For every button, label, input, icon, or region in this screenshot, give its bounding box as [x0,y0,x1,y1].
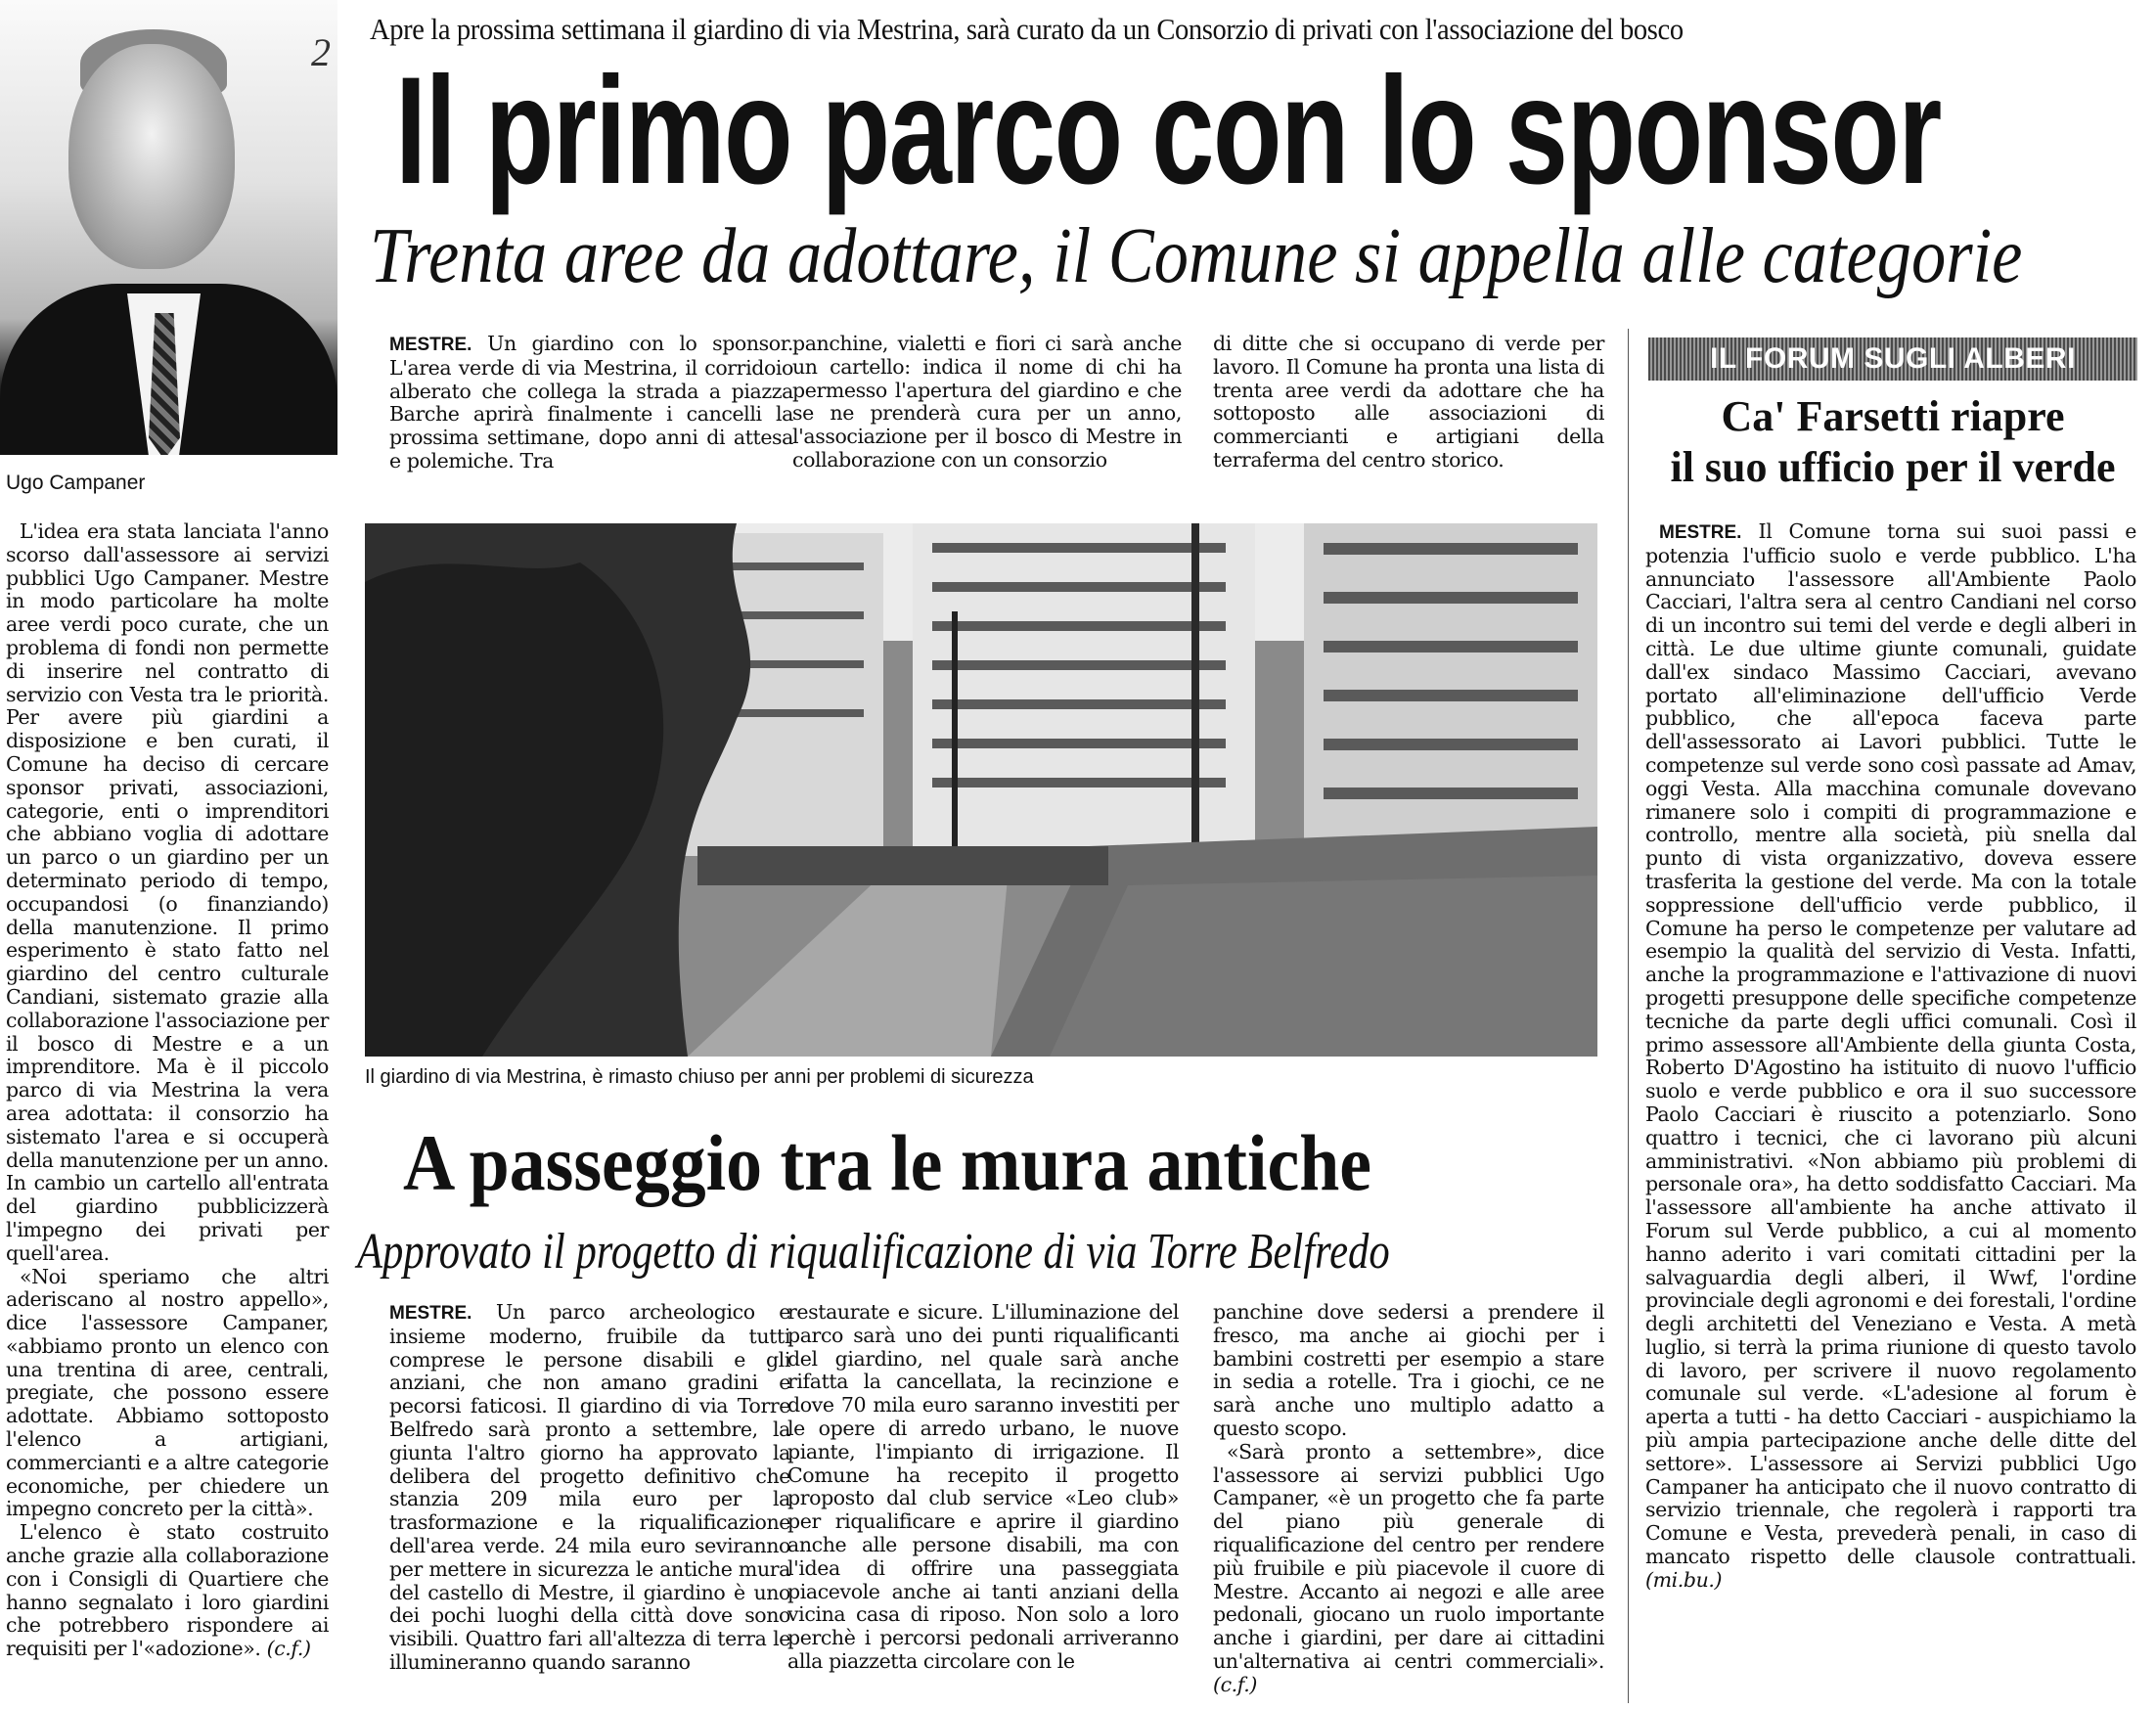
sidebar-sign: (mi.bu.) [1645,1567,1723,1592]
article2-column-3-sign: (c.f.) [1213,1672,1257,1696]
article2-column-3 [1213,1301,1604,1697]
forum-section-label [1648,338,2137,381]
portrait-caption: Ugo Campaner [6,472,146,494]
sidebar-lead-city: MESTRE. [1659,522,1742,543]
garden-photo-caption: Il giardino di via Mestrina, è rimasto chiuso per anni per problemi di sicurezza [365,1066,1034,1088]
kicker: Apre la prossima settimana il giardino di via Mestrina, sarà curato da un Consorzio di privati con l'associazione del bosco [370,12,1684,46]
sidebar-headline-line2: il suo ufficio per il verde [1670,443,2116,491]
sidebar-body [1645,520,2136,1593]
article2-lead-city: MESTRE. [389,1303,472,1324]
top-column-1-text: Un giardino con lo sponsor. L'area verde di via Mestrina, il corridoio alberato che collega la strada a piazza Barche aprirà finalmente i cancelli la prossima settimane, dopo anni di attesa e polemiche. Tra [389,332,793,472]
portrait-photo [0,0,337,455]
top-column-2 [792,333,1182,472]
article2-column-3-p2: «Sarà pronto a settembre», dice l'assessore ai servizi pubblici Ugo Campaner, «è un progetto che fa parte del piano più generale di riqualificazione del centro per rendere più fruibile e più piacevole il cuore di Mestre. Accanto ai negozi e alle aree pedonali, giocano un ruolo importante anche i giardini, per dare ai cittadini un'alternativa ai centri commerciali». [1213,1439,1604,1673]
garden-photo [365,523,1597,1057]
top-column-3-text: di ditte che si occupano di verde per lavoro. Il Comune ha pronta una lista di trenta aree verdi da adottare che ha sottoposto alle associazioni di commercianti e artigiani della terraferma del centro storico. [1213,332,1604,472]
page-mark: 2 [311,30,331,74]
article2-column-2 [787,1301,1179,1674]
article2-column-3-p1: panchine dove sedersi a prendere il fresco, ma anche ai giochi per i bambini costretti per esempio a stare in sedia a rotelle. Tra i giochi, ce ne sarà anche uno multiplo adatto a questo scopo. [1213,1300,1604,1440]
left-column-p2: «Noi speriamo che altri aderiscano al nostro appello», dice l'assessore Campaner, «abbiamo pronto un elenco con una trentina di aree, centrali, pregiate, che possono essere adottate. Abbiamo sottoposto l'elenco a artigiani, commercianti e a altre categorie economiche, per chiedere un impegno concreto per la città». [6,1264,329,1521]
left-column-p1: L'idea era stata lanciata l'anno scorso dall'assessore ai servizi pubblici Ugo Campaner. Mestre in modo particolare ha molte aree verdi poco curate, che un problema di fondi non permette di inserire nel contratto di servizio con Vesta tra le priorità. Per avere più giardini a disposizione e ben curati, il Comune ha deciso di cercare sponsor privati, associazioni, categorie, enti o imprenditori che abbiano voglia di adottare un parco o un giardino per un determinato periodo di tempo, occupandosi (o finanziando) della manutenzione. Il primo esperimento è stato fatto nel giardino del centro culturale Candiani, sistemato grazie alla collaborazione l'associazione per il bosco di Mestre e a un imprenditore. Ma è il piccolo parco di via Mestrina la vera area adottata: il consorzio ha sistemato l'area e si occuperà della manutenzione per un anno. In cambio un cartello all'entrata del giardino pubblicizzerà l'impegno dei privati per quell'area. [6,519,329,1265]
article2-subheadline: Approvato il progetto di riqualificazione di via Torre Belfredo [357,1224,1390,1280]
sidebar-body-text: Il Comune torna sui suoi passi e potenzia l'ufficio suolo e verde pubblico. L'ha annunciato l'assessore all'Ambiente Paolo Cacciari, l'altra sera al centro Candiani nel corso di un incontro sui temi del verde e degli alberi in città. Le due ultime giunte comunali, guidate dall'ex sindaco Massimo Cacciari, avevano portato all'eliminazione dell'ufficio Verde pubblico, che all'epoca faceva parte dell'assessorato ai Lavori pubblici. Tutte le competenze sul verde sono così passate ad Amav, oggi Vesta. Alla macchina comunale dovevano rimanere solo i compiti di programmazione e controllo, mentre alla società, più snella dal punto di vista organizzativo, doveva essere trasferita la gestione del verde. Ma con la totale soppressione dell'ufficio verde pubblico, il Comune ha perso le competenze per valutare ad esempio la qualità del servizio di Vesta. Infatti, anche la programmazione e l'attivazione di nuovi progetti presuppone delle specifiche competenze tecniche da parte degli uffici comunali. Così il primo assessore all'Ambiente della giunta Costa, Roberto D'Agostino ha istituito di nuovo l'ufficio suolo e verde pubblico e ora il suo successore Paolo Cacciari è riuscito a potenziarlo. Sono quattro i tecnici, che ci lavorano più alcuni amministrativi. «Non abbiamo più problemi di personale ora», ha detto soddisfatto Cacciari. Ma l'assessore all'ambiente ha anche attivato il Forum sul Verde pubblico, a cui al momento hanno aderito i vari comitati cittadini per la salvaguardia degli alberi, il Wwf, l'ordine provinciale degli agronomi e dei forestali, l'ordine degli architetti del Veneziano e Vesta. A metà luglio, si terrà la prima riunione di questo tavolo di lavoro, per scrivere il nuovo regolamento comunale sul verde. «L'adesione al forum è aperta a tutti - ha detto Cacciari - auspichiamo la più ampia partecipazione anche delle ditte del settore». L'assessore ai Servizi pubblici Ugo Campaner ha anticipato che il nuovo contratto di servizio triennale, che regolerà i rapporti tra Comune e Vesta, prevederà penali, in caso di mancato rispetto delle clausole contrattuali. [1645,519,2136,1569]
top-column-3 [1213,333,1604,472]
left-column-sign: (c.f.) [266,1637,311,1661]
forum-section-label-text: IL FORUM SUGLI ALBERI [1710,342,2076,375]
lead-city: MESTRE. [389,335,472,355]
subheadline: Trenta aree da adottare, il Comune si appella alle categorie [370,213,2023,299]
article2-headline: A passeggio tra le mura antiche [403,1118,1372,1207]
article2-column-1-text: Un parco archeologico e insieme moderno, fruibile da tutti comprese le persone disabili e gli anziani, che non amano gradini e pecorsi faticosi. Il giardino di via Torre Belfredo sarà pronto a settembre, la giunta l'altro giorno ha approvato la delibera del progetto definitivo che stanzia 209 mila euro per la trasformazione e la riqualificazione dell'area verde. 24 mila euro seviranno per mettere in sicurezza le antiche mura del castello di Mestre, il giardino è uno dei pochi luoghi della città dove sono visibili. Quattro fari all'altezza di terra le illumineranno quando saranno [389,1300,790,1674]
top-column-2-text: panchine, vialetti e fiori ci sarà anche un cartello: indica il nome di chi ha permesso l'apertura del giardino e che se ne prenderà cura per un anno, l'associazione per il bosco di Mestre in collaborazione con un consorzio [792,332,1182,472]
article2-column-1 [389,1301,790,1675]
top-column-1 [389,333,793,473]
left-column-p3: L'elenco è stato costruito anche grazie alla collaborazione con i Consigli di Quartiere che hanno segnalato i loro giardini che potrebbero rispondere ai requisiti per l'«adozione». [6,1520,329,1661]
sidebar-headline [1653,391,2133,493]
headline: Il primo parco con lo sponsor [395,46,1941,216]
left-column [6,520,329,1661]
article2-column-2-text: restaurate e sicure. L'illuminazione del parco sarà uno dei punti riqualificanti del giardino, nel quale sarà anche rifatta la cancellata, la recinzione e dove 70 mila euro saranno investiti per le opere di arredo urbano, le nuove piante, l'impianto di irrigazione. Il Comune ha recepito il progetto proposto dal club service «Leo club» per riqualificare e aprire il giardino anche alle persone disabili, ma con l'idea di offrire una passeggiata piacevole anche ai tanti anziani della vicina casa di riposo. Non solo a loro perchè i percorsi pedonali arriveranno alla piazzetta circolare con le [787,1300,1179,1673]
sidebar-headline-line1: Ca' Farsetti riapre [1721,392,2065,440]
